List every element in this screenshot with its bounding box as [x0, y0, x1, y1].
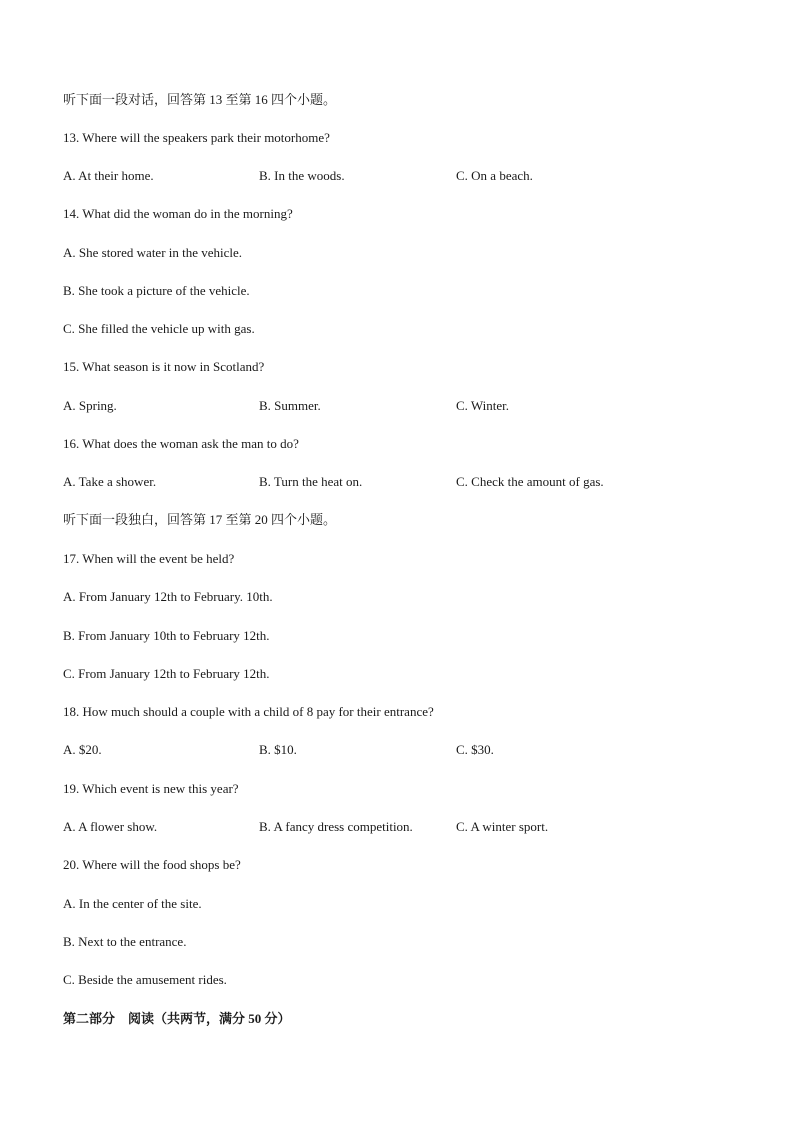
question-17-option-c: C. From January 12th to February 12th.: [63, 666, 270, 681]
question-16-option-a: A. Take a shower.: [63, 474, 157, 489]
dialogue-section-intro: 听下面一段对话，回答第 13 至第 16 四个小题。: [63, 92, 337, 107]
question-13-option-c: C. On a beach.: [456, 168, 533, 183]
question-17-option-a: A. From January 12th to February. 10th.: [63, 589, 273, 604]
question-17-option-b: B. From January 10th to February 12th.: [63, 628, 270, 643]
question-19-option-c: C. A winter sport.: [456, 819, 549, 834]
question-19-option-b: B. A fancy dress competition.: [259, 819, 413, 834]
question-18-option-a: A. $20.: [63, 742, 102, 757]
question-20-option-b: B. Next to the entrance.: [63, 934, 187, 949]
question-13-option-b: B. In the woods.: [259, 168, 345, 183]
question-20-option-a: A. In the center of the site.: [63, 896, 202, 911]
question-20-stem: 20. Where will the food shops be?: [63, 857, 241, 872]
question-17-stem: 17. When will the event be held?: [63, 551, 235, 566]
question-15-option-b: B. Summer.: [259, 398, 321, 413]
question-19-option-a: A. A flower show.: [63, 819, 158, 834]
question-13-stem: 13. Where will the speakers park their motorhome?: [63, 130, 330, 145]
question-16-option-b: B. Turn the heat on.: [259, 474, 363, 489]
monologue-section-intro: 听下面一段独白，回答第 17 至第 20 四个小题。: [63, 512, 337, 527]
question-13-option-a: A. At their home.: [63, 168, 154, 183]
question-14-stem: 14. What did the woman do in the morning?: [63, 206, 293, 221]
question-14-option-b: B. She took a picture of the vehicle.: [63, 283, 250, 298]
question-14-option-c: C. She filled the vehicle up with gas.: [63, 321, 255, 336]
question-18-option-b: B. $10.: [259, 742, 297, 757]
question-15-option-a: A. Spring.: [63, 398, 117, 413]
question-20-option-c: C. Beside the amusement rides.: [63, 972, 227, 987]
question-16-option-c: C. Check the amount of gas.: [456, 474, 604, 489]
question-16-stem: 16. What does the woman ask the man to do?: [63, 436, 299, 451]
question-19-stem: 19. Which event is new this year?: [63, 781, 239, 796]
question-14-option-a: A. She stored water in the vehicle.: [63, 245, 243, 260]
question-18-option-c: C. $30.: [456, 742, 494, 757]
question-18-stem: 18. How much should a couple with a child of 8 pay for their entrance?: [63, 704, 434, 719]
part-two-heading: 第二部分 阅读（共两节，满分 50 分）: [63, 1011, 291, 1026]
question-15-stem: 15. What season is it now in Scotland?: [63, 359, 265, 374]
question-15-option-c: C. Winter.: [456, 398, 510, 413]
